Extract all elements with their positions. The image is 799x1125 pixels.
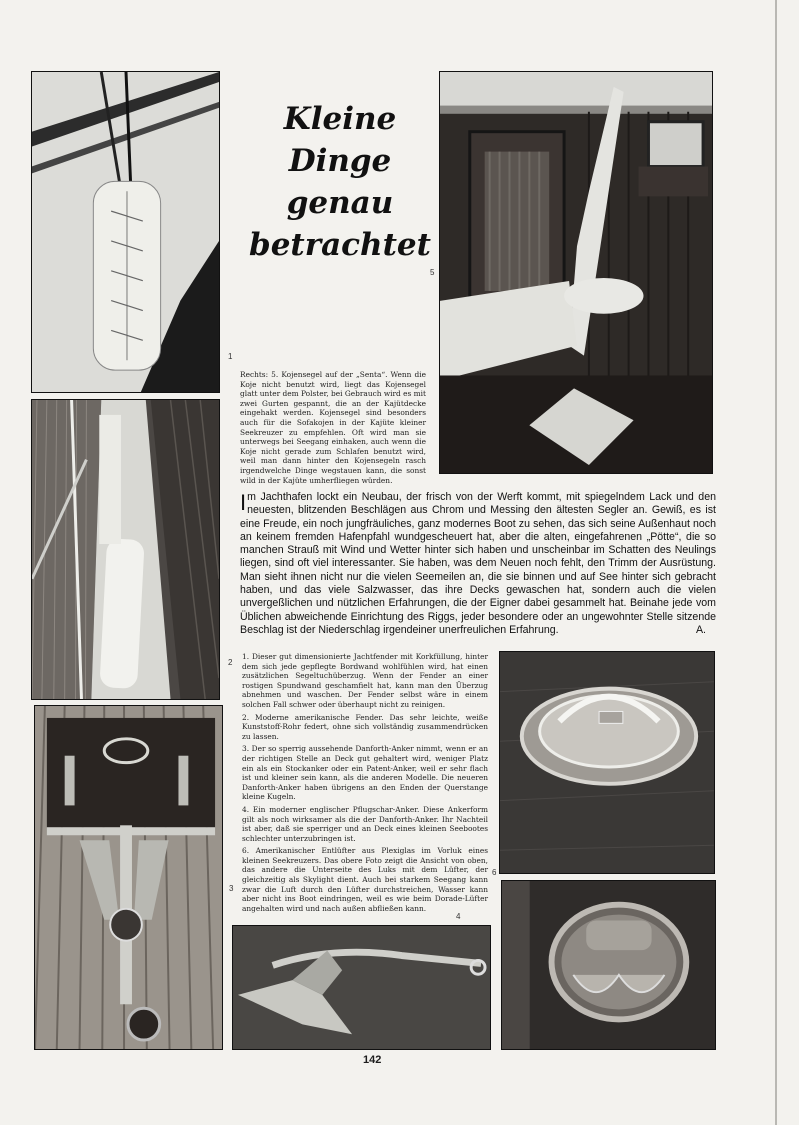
photo-bunk-sail [439,71,713,474]
caption-item: 4. Ein moderner englischer Pflugschar-Anker. Diese Ankerform gilt als noch wirksamer als die der Danforth-Anker. Ihr Nachteil ist aber, daß sie sperriger und an Deck eines kleinen Seebootes schlechter unterzubringen ist. [242,804,488,843]
caption-item: 6. Amerikanischer Entlüfter aus Plexiglas im Vorluk eines kleinen Seekreuzers. Das obere Foto zeigt die Ansicht von oben, das andere die Unterseite des Luks mit dem Lüfter, der gleichzeitig als Skylight dient. Auch bei starkem Seegang kann zwar die Luft durch den Lüfter durchstreichen, Wasser kann aber nicht ins Boot eindringen, weil es wie beim Dorade-Lüfter angehalten wird und nach außen abfließen kann. [242,846,488,913]
main-body: m Jachthafen lockt ein Neubau, der frisch von der Werft kommt, mit spiegelndem Lack und den neuesten, blitzenden Beschlägen aus Chrom und Messing den ältesten Segler an. Gewiß, es ist eine Freude, ein noch jungfräuliches, ganz modernes Boot zu sehen, das sich seine Außenhaut noch an keinem fremden Hafenpfahl wundgescheuert hat, aber die alten, eingefahrenen „Pötte“, die so manchen Strauß mit Wind und Wetter hinter sich haben und unscheinbar im Schatten des Neulings liegen, sind oft viel interessanter. Sie haben, was dem Neuen noch fehlt, den Trimm der Ausrüstung. Man sieht ihnen nicht nur die vielen Seemeilen an, die sie binnen und auf See hinter sich gebracht haben, und das viele Salzwasser, das ihre Decks gewaschen hat, sondern auch die vielen unvergeßlichen und nützlichen Erfahrungen, die der Eigner dabei gesammelt hat. Beinahe jede vom Üblichen abweichende Einrichtung des Riggs, jeder besondere oder an ungewohnter Stelle sitzende Beschlag ist der Niederschlag irgendeiner unerfreulichen Erfahrung. [240,491,716,636]
caption-item: 3. Der so sperrig aussehende Danforth-Anker nimmt, wenn er an der richtigen Stelle an Deck gut gehaltert wird, weniger Platz ein als ein Stockanker oder ein Patent-Anker, weil er sehr flach ist und kleiner sein kann, als die anderen Modelle. Die neueren Danforth-Anker haben übrigens an den Enden der Querstange kleine Kugeln. [242,744,488,802]
page-number: 142 [363,1054,382,1066]
fig-number-4: 4 [456,912,461,921]
title-line: betrachtet [249,227,431,263]
photo-fender-hull [31,71,220,393]
fig-number-2: 2 [228,658,233,667]
fig-number-5: 5 [430,268,435,277]
main-article-text [240,491,716,637]
main-signature: A. [695,623,706,636]
title-line: Dinge [288,143,392,179]
title-line: genau [286,185,394,221]
drop-cap: I [240,490,247,515]
caption-item: 1. Dieser gut dimensionierte Jachtfender mit Korkfüllung, hinter dem sich jede gepflegte Bordwand wohlfühlen wird, hat einen zusätzlichen Segeltuchüberzug. Wenn der Fender an einer rostigen Spundwand geschamfielt hat, kann man den Überzug abnehmen und waschen. Der Fender selbst wäre in einem solchen Fall schwer oder überhaupt nicht zu reinigen. [242,652,488,709]
caption-item: 2. Moderne amerikanische Fender. Das sehr leichte, weiße Kunststoff-Rohr federt, ohne sich vollständig zusammendrücken zu lassen. [242,712,488,741]
photo-deck-fender [31,399,220,700]
caption-bunk-sail: Rechts: 5. Kojensegel auf der „Senta“. Wenn die Koje nicht benutzt wird, liegt das Kojensegel glatt unter dem Polster, bei Gebrauch wird es mit zwei Gurten gespannt, die an der Kajütdecke eingehakt werden. Kojensegel sind besonders auch für die Sofakojen in der Kajüte kleiner Seekreuzer zu empfehlen. Oft wird man sie unterwegs bei Seegang einhaken, auch wenn die Koje nicht gerade zum Schlafen benutzt wird, weil man dann hinter den Kojensegeln rasch irgendwelche Dinge wegstauen kann, die sonst wild in der Kajüte umherfliegen würden. [240,370,426,485]
photo-ventilator-underside [501,880,716,1050]
fig-number-6: 6 [492,868,497,877]
title-line: Kleine [283,101,397,137]
fig-number-1: 1 [228,352,233,361]
page-edge-line [775,0,777,1125]
captions-list [242,652,488,916]
photo-danforth-anchor [34,705,223,1050]
photo-ventilator-top [499,651,715,874]
page-title [245,98,435,266]
photo-plough-anchor [232,925,491,1050]
fig-number-3: 3 [229,884,234,893]
